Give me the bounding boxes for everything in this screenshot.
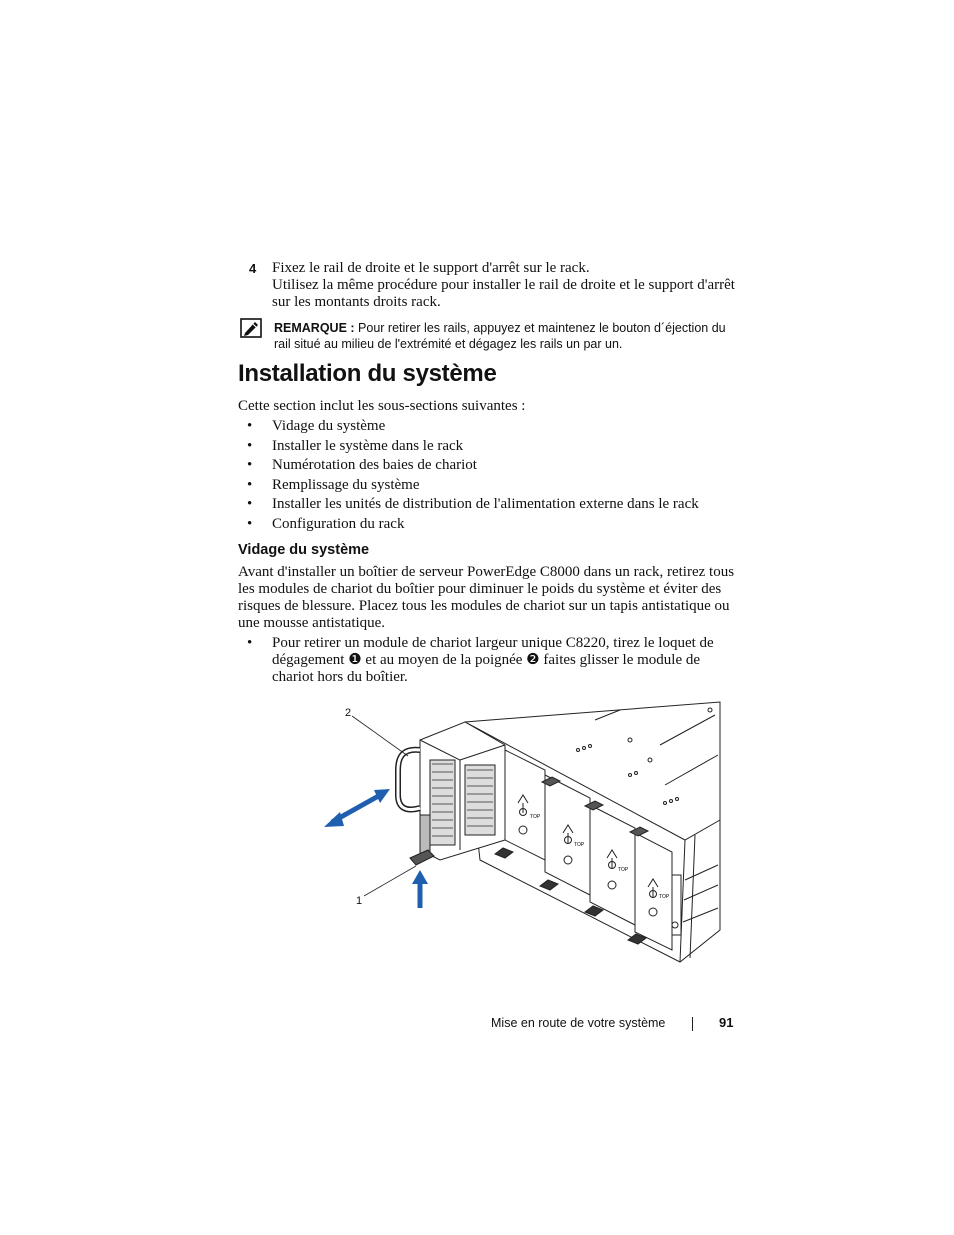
callout-2: 2: [345, 707, 352, 719]
callout-1: 1: [356, 895, 363, 907]
step-number: 4: [249, 261, 257, 276]
note-pencil-icon: [240, 318, 262, 338]
subsection-paragraph: Avant d'installer un boîtier de serveur PowerEdge C8000 dans un rack, retirez tous les modules de chariot du boîtier pour diminuer le poids du système et éviter des risques de blessure. Placez tous les modules de chariot sur un tapis antistatique ou une mousse antistatique.: [238, 564, 735, 631]
instruction-bullet: • Pour retirer un module de chariot largeur unique C8220, tirez le loquet de dégagement ❶ et au moyen de la poignée ❷ faites glisser le module de chariot hors du boîtier.: [247, 635, 737, 686]
sled-module: [420, 722, 505, 860]
list-item: • Configuration du rack: [247, 515, 405, 532]
list-item: • Vidage du système: [247, 418, 386, 434]
note: [274, 320, 744, 352]
sled-removal-illustration: [320, 700, 730, 970]
instruction-text: Pour retirer un module de chariot largeur unique C8220, tirez le loquet de dégagement ❶ et au moyen de la poignée ❷ faites glisser le module de chariot hors du boîtier.: [272, 635, 714, 685]
section-intro: Cette section inclut les sous-sections suivantes :: [238, 398, 526, 414]
step-detail: Utilisez la même procédure pour installer le rail de droite et le support d'arrêt sur les montants droits rack.: [272, 277, 735, 310]
sled-top-label: TOP: [574, 842, 585, 848]
footer-divider: [692, 1017, 693, 1031]
section-title: Installation du système: [238, 360, 497, 387]
list-item: • Installer le système dans le rack: [247, 437, 464, 454]
sled-top-label: TOP: [618, 867, 629, 873]
list-item: • Numérotation des baies de chariot: [247, 457, 477, 473]
subsection-title: Vidage du système: [238, 542, 370, 558]
step-instruction: Fixez le rail de droite et le support d'arrêt sur le rack.: [272, 260, 590, 276]
release-latch: [410, 850, 434, 865]
step-text: [272, 260, 742, 311]
sled-top-label: TOP: [659, 894, 670, 900]
push-up-arrow-icon: [412, 870, 428, 908]
footer-chapter-title: Mise en route de votre système: [491, 1016, 666, 1030]
page-number: 91: [719, 1015, 734, 1030]
list-item: • Installer les unités de distribution de l'alimentation externe dans le rack: [247, 496, 699, 512]
note-body: Pour retirer les rails, appuyez et maintenez le bouton d´éjection du rail situé au milieu de l'extrémité et dégagez les rails un par un.: [274, 321, 726, 351]
slide-direction-arrow-icon: [324, 789, 390, 827]
list-item: • Remplissage du système: [247, 476, 420, 493]
sled-top-label: TOP: [530, 814, 541, 820]
subsection-list: [247, 418, 699, 535]
note-label: REMARQUE :: [274, 321, 355, 335]
